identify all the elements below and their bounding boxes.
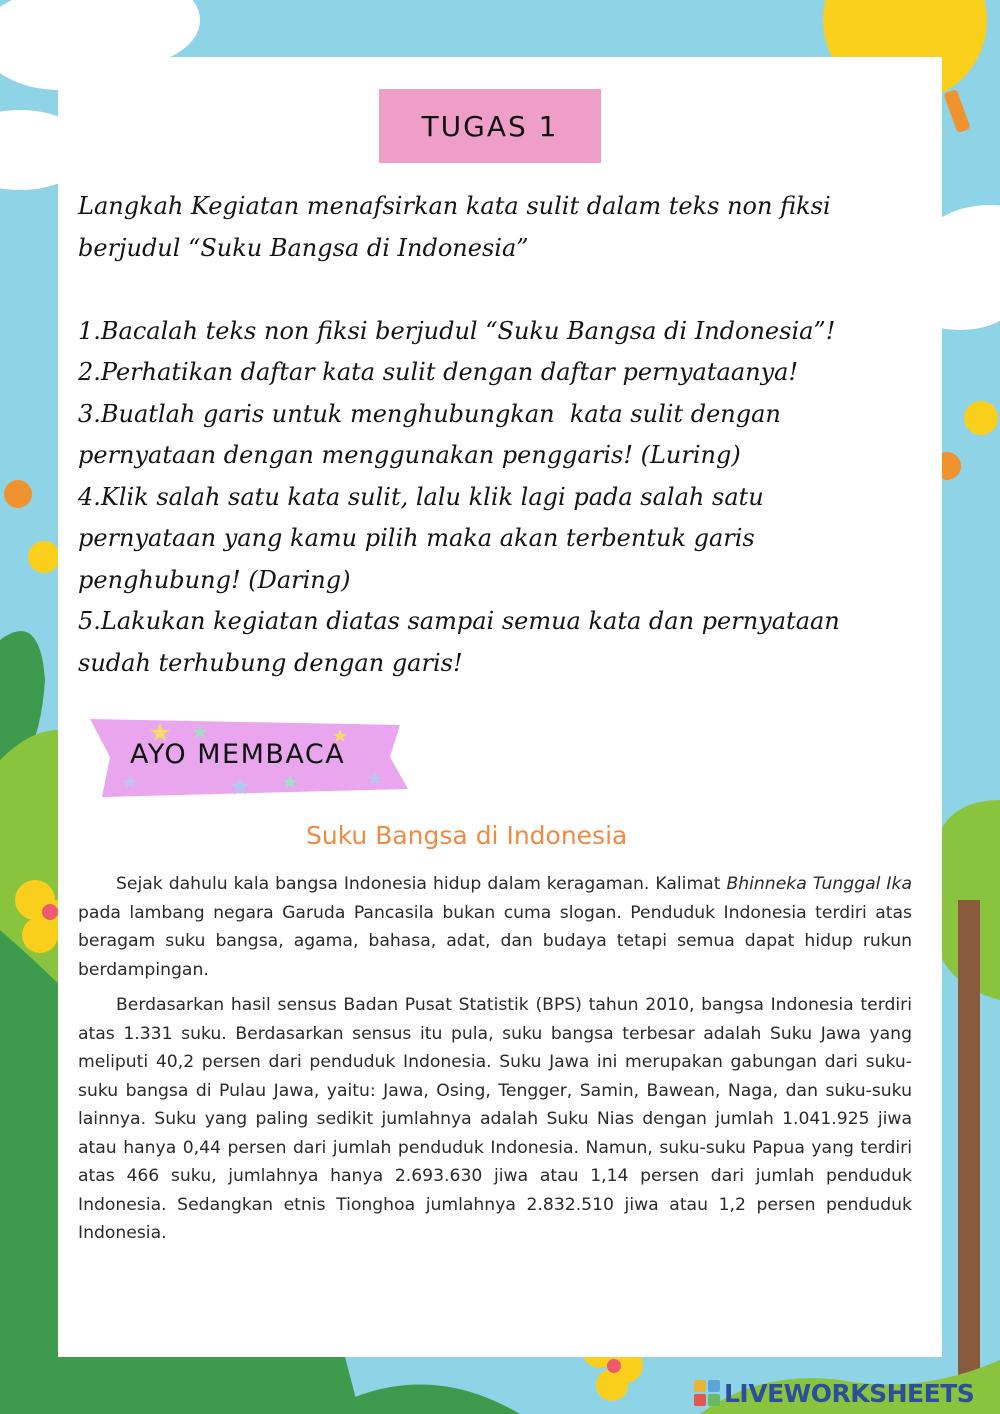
liveworksheets-logo-icon bbox=[694, 1380, 720, 1406]
page-title: TUGAS 1 bbox=[421, 109, 559, 143]
motto-text: Bhinneka Tunggal Ika bbox=[726, 874, 912, 894]
instruction-step-1: 1.Bacalah teks non fiksi berjudul “Suku Bangsa di Indonesia”! bbox=[78, 316, 836, 345]
title-box bbox=[379, 89, 601, 163]
dot-decoration bbox=[28, 541, 60, 573]
article-body bbox=[78, 870, 912, 1255]
dot-decoration bbox=[964, 401, 998, 435]
watermark-text: LIVEWORKSHEETS bbox=[724, 1378, 975, 1408]
instruction-step-5: 5.Lakukan kegiatan diatas sampai semua kata dan pernyataan sudah terhubung dengan garis! bbox=[78, 607, 856, 677]
article-paragraph-1 bbox=[78, 870, 912, 984]
dot-decoration bbox=[4, 480, 32, 508]
text-run: pada lambang negara Garuda Pancasila bukan cuma slogan. Penduduk Indonesia terdiri atas beragam suku bangsa, agama, bahasa, adat, dan budaya tetapi semua dapat hidup rukun berdampingan. bbox=[78, 902, 912, 980]
article-paragraph-2: Berdasarkan hasil sensus Badan Pusat Statistik (BPS) tahun 2010, bangsa Indonesia terdiri atas 1.331 suku. Berdasarkan sensus itu pula, suku bangsa terbesar adalah Suku Jawa yang meliputi 40,2 persen dari penduduk Indonesia. Suku Jawa ini merupakan gabungan dari suku-suku bangsa di Pulau Jawa, yaitu: Jawa, Osing, Tengger, Samin, Bawean, Naga, dan suku-suku lainnya. Suku yang paling sedikit jumlahnya adalah Suku Nias dengan jumlah 1.041.925 jiwa atau hanya 0,44 persen dari jumlah penduduk Indonesia. Namun, suku-suku Papua yang terdiri atas 466 suku, jumlahnya hanya 2.693.630 jiwa atau 1,14 persen dari jumlah penduduk Indonesia. Sedangkan etnis Tionghoa jumlahnya 2.832.510 jiwa atau 1,2 persen penduduk Indonesia. bbox=[78, 995, 912, 1243]
liveworksheets-watermark[interactable] bbox=[694, 1378, 974, 1408]
instruction-step-3: 3.Buatlah garis untuk menghubungkan kata sulit dengan pernyataan dengan menggunakan penggaris! (Luring) bbox=[78, 399, 789, 469]
spacer bbox=[78, 269, 908, 311]
instructions-intro: Langkah Kegiatan menafsirkan kata sulit dalam teks non fiksi berjudul “Suku Bangsa di Indonesia” bbox=[78, 192, 839, 262]
tree-trunk bbox=[958, 900, 980, 1414]
section-banner bbox=[90, 717, 410, 797]
instruction-step-2: 2.Perhatikan daftar kata sulit dengan daftar pernyataanya! bbox=[78, 358, 799, 386]
text-run: Sejak dahulu kala bangsa Indonesia hidup dalam keragaman. Kalimat bbox=[116, 874, 727, 894]
article-title: Suku Bangsa di Indonesia bbox=[306, 821, 628, 850]
instruction-step-4: 4.Klik salah satu kata sulit, lalu klik lagi pada salah satu pernyataan yang kamu pilih maka akan terbentuk garis penghubung! (Daring) bbox=[78, 482, 772, 594]
section-label: AYO MEMBACA bbox=[130, 739, 346, 770]
instructions bbox=[78, 186, 908, 684]
